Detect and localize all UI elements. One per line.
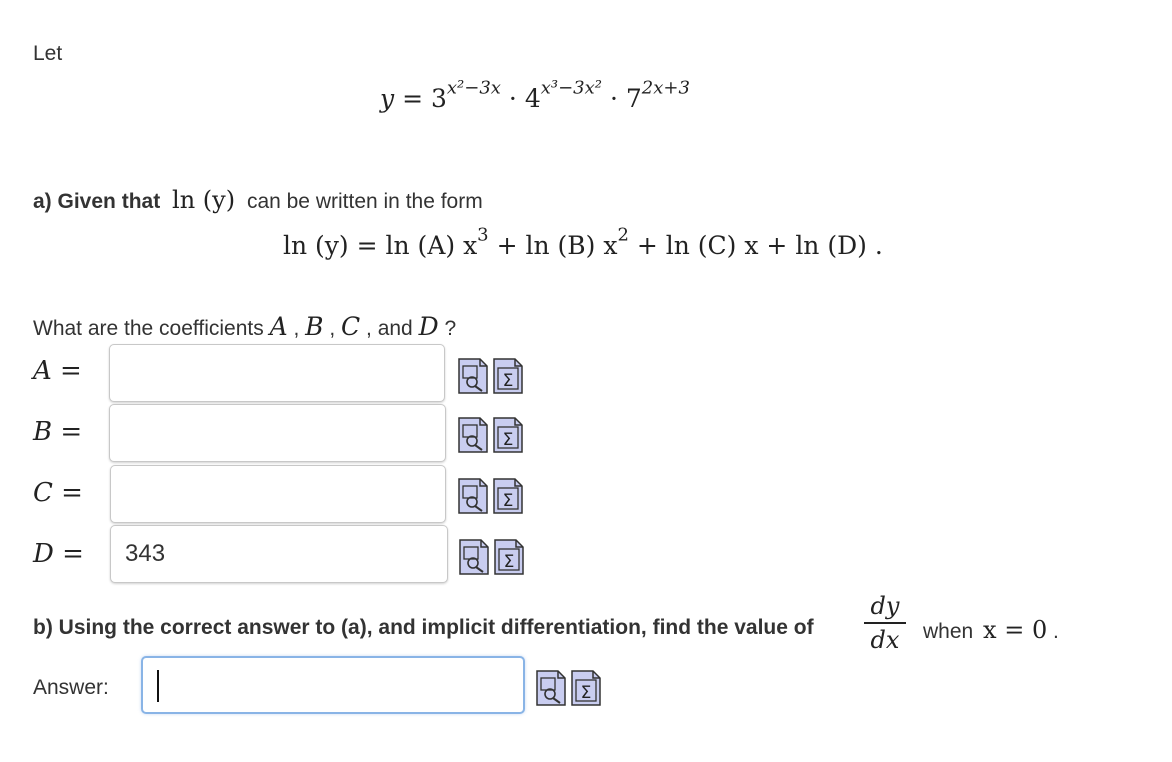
coefficients-question: What are the coefficients A , B , C , and D ?	[33, 312, 457, 341]
fraction-bar	[864, 622, 906, 624]
input-d[interactable]: 343	[110, 525, 448, 583]
field-d-tools	[459, 539, 531, 575]
field-a-tools	[458, 358, 530, 394]
field-label-c: C =	[33, 478, 83, 508]
equation-editor-icon[interactable]	[494, 479, 522, 513]
condition-expression: x = 0	[983, 616, 1048, 644]
svg-text:Σ: Σ	[502, 430, 514, 450]
preview-icon[interactable]	[537, 671, 565, 705]
answer-input[interactable]	[141, 656, 525, 714]
field-label-b: B =	[33, 417, 83, 447]
text-caret	[157, 670, 159, 702]
field-c-tools	[458, 478, 530, 514]
ln-y-expression: ln (y)	[172, 186, 236, 214]
preview-icon[interactable]	[459, 479, 487, 513]
input-c[interactable]	[110, 465, 446, 523]
equation-editor-icon[interactable]	[494, 359, 522, 393]
input-b[interactable]	[109, 404, 446, 462]
equation-editor-icon[interactable]	[494, 418, 522, 452]
preview-icon[interactable]	[460, 540, 488, 574]
equation-editor-icon[interactable]	[572, 671, 600, 705]
svg-text:Σ: Σ	[580, 683, 592, 703]
let-label: Let	[33, 42, 63, 65]
preview-icon[interactable]	[459, 418, 487, 452]
field-label-d: D =	[33, 539, 84, 569]
part-a-intro: a) Given that ln (y) can be written in the form	[33, 186, 483, 214]
dy-dx-fraction	[864, 592, 906, 654]
part-b-question: b) Using the correct answer to (a), and implicit differentiation, find the value of	[33, 616, 814, 639]
fraction-denominator: dx	[870, 626, 900, 654]
field-b-tools	[458, 417, 530, 453]
log-form-equation: ln (y) = ln (A) $x^3 + \ln (B) x^2 + \ln (C) x + \ln (D)$ .	[283, 224, 883, 260]
preview-icon[interactable]	[459, 359, 487, 393]
field-label-a: A =	[33, 356, 82, 386]
fraction-numerator: dy	[870, 592, 900, 620]
svg-text:Σ: Σ	[502, 491, 514, 511]
input-a[interactable]	[109, 344, 445, 402]
answer-label: Answer:	[33, 676, 109, 699]
part-b-condition: when x = 0 .	[923, 616, 1059, 644]
svg-text:Σ: Σ	[503, 552, 515, 572]
equation-editor-icon[interactable]	[495, 540, 523, 574]
equation-y: $y = 3^{x^2-3x} \cdot 4^{x^3-3x^2} \cdot 7^{2x+3}$	[380, 77, 690, 113]
svg-text:Σ: Σ	[502, 371, 514, 391]
answer-tools	[536, 670, 608, 706]
